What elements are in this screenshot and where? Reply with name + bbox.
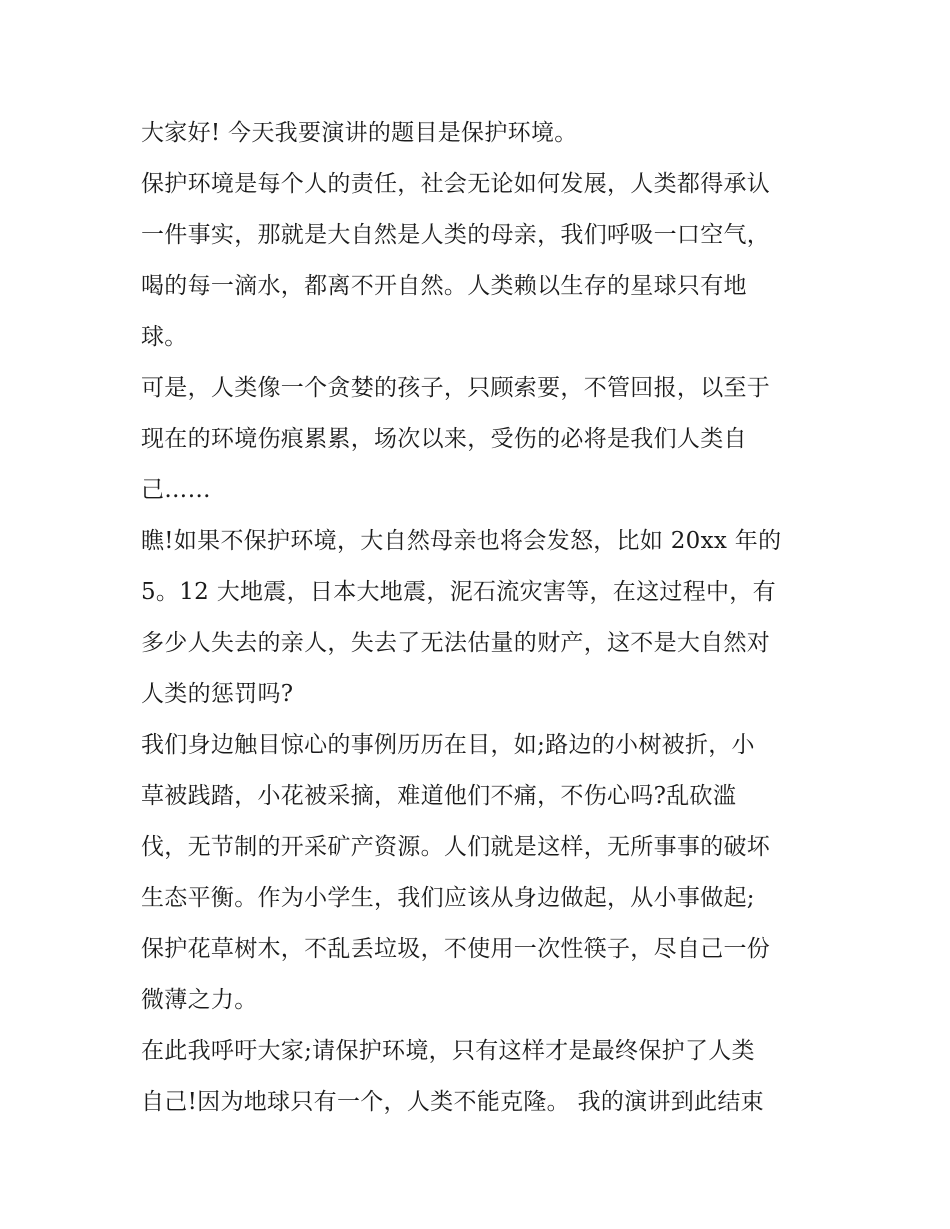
text-line: 人类的惩罚吗? (141, 681, 294, 707)
speech-text (141, 108, 821, 1128)
text-line: 我们身边触目惊心的事例历历在目，如;路边的小树被折，小 (141, 732, 755, 758)
text-line: 微薄之力。 (141, 987, 258, 1013)
text-line: 多少人失去的亲人，失去了无法估量的财产，这不是大自然对 (141, 630, 771, 656)
text-line: 伐，无节制的开采矿产资源。人们就是这样，无所事事的破坏 (141, 834, 771, 860)
text-line: 保护环境是每个人的责任，社会无论如何发展，人类都得承认 (141, 171, 771, 197)
text-line: 喝的每一滴水，都离不开自然。人类赖以生存的星球只有地 (141, 273, 747, 299)
text-line: 瞧!如果不保护环境，大自然母亲也将会发怒，比如 20xx 年的 (141, 528, 782, 554)
text-line: 己…… (141, 477, 211, 503)
text-line: 球。 (141, 324, 188, 350)
text-line: 大家好! 今天我要演讲的题目是保护环境。 (141, 120, 578, 146)
text-line: 可是，人类像一个贪婪的孩子，只顾索要，不管回报，以至于 (141, 375, 771, 401)
text-line: 一件事实，那就是大自然是人类的母亲，我们呼吸一口空气， (141, 222, 771, 248)
text-line: 草被践踏，小花被采摘，难道他们不痛，不伤心吗?乱砍滥 (141, 783, 737, 809)
text-line: 自己!因为地球只有一个，人类不能克隆。 我的演讲到此结束 (141, 1089, 764, 1115)
text-line: 现在的环境伤痕累累，场次以来，受伤的必将是我们人类自 (141, 426, 747, 452)
text-line: 在此我呼吁大家;请保护环境，只有这样才是最终保护了人类 (141, 1038, 755, 1064)
text-line: 生态平衡。作为小学生，我们应该从身边做起，从小事做起; (141, 885, 755, 911)
text-line: 保护花草树木，不乱丢垃圾，不使用一次性筷子，尽自己一份 (141, 936, 771, 962)
text-line: 5。12 大地震，日本大地震，泥石流灾害等，在这过程中，有 (141, 579, 776, 605)
